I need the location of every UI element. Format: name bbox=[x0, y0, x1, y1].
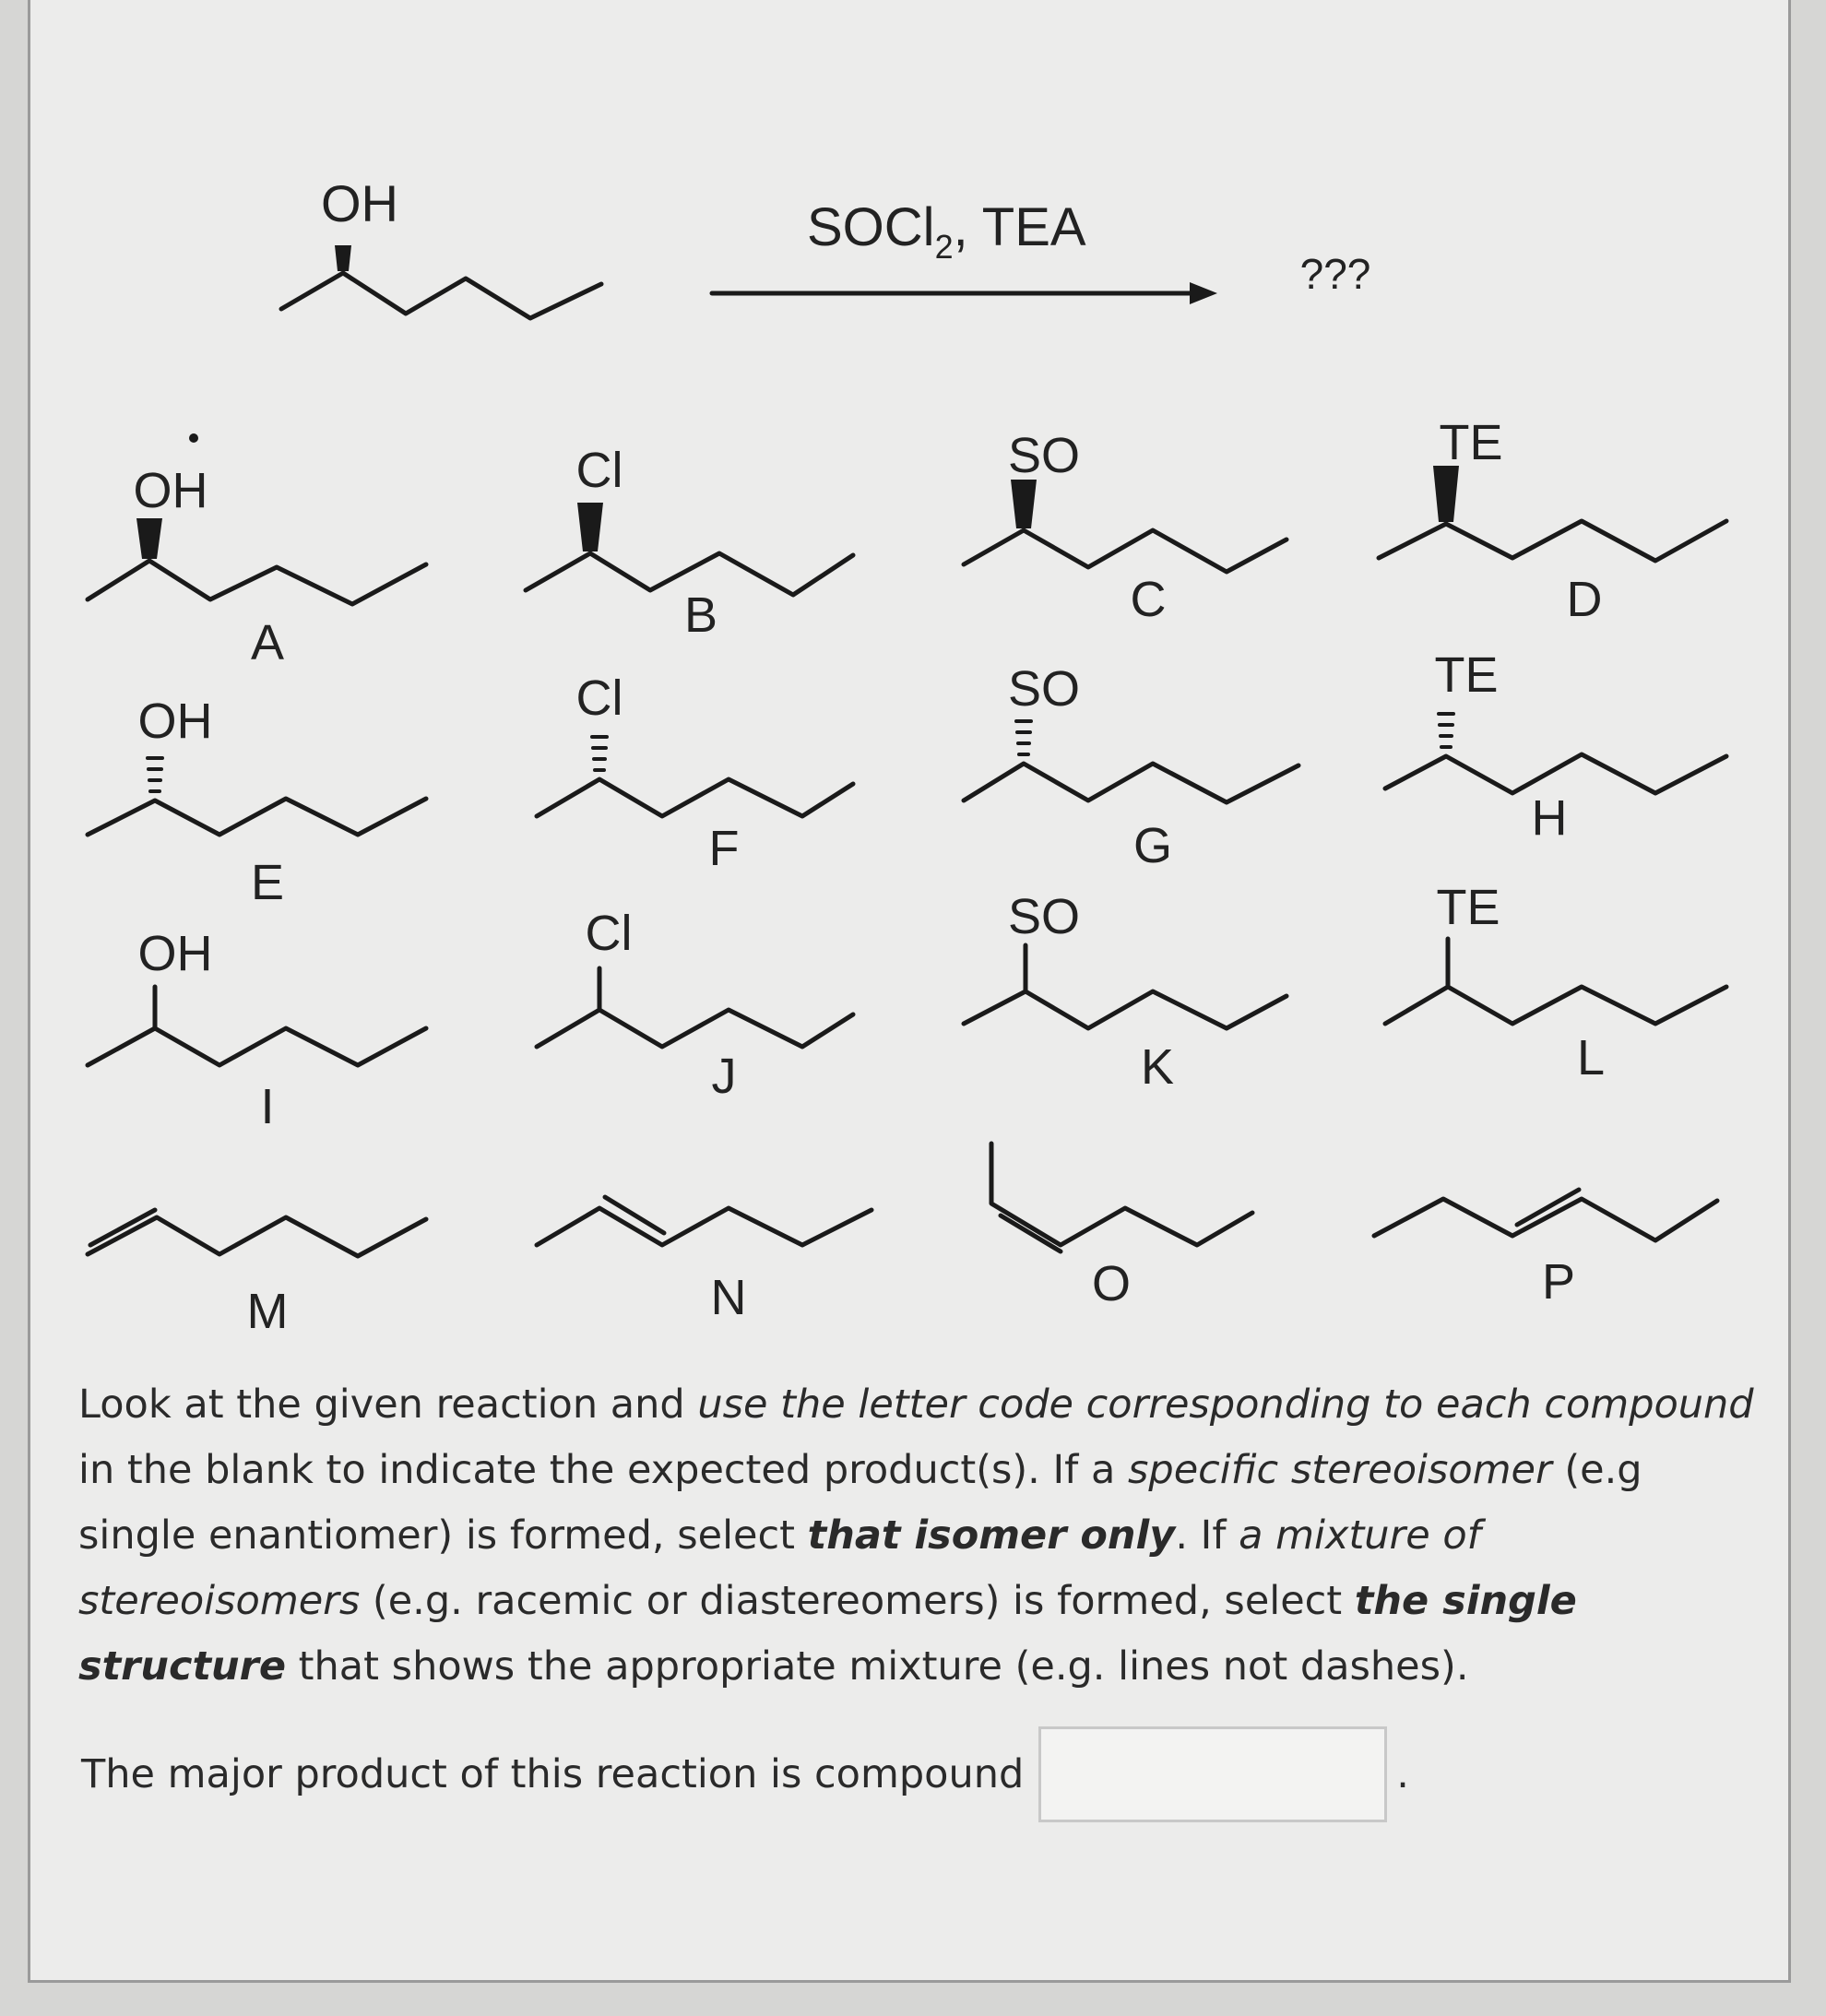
svg-text:F: F bbox=[708, 821, 740, 876]
svg-text:SO: SO bbox=[1007, 661, 1081, 717]
compound-F bbox=[537, 670, 853, 876]
svg-text:SO: SO bbox=[1007, 428, 1081, 483]
svg-text:E: E bbox=[250, 855, 285, 910]
answer-input[interactable] bbox=[1038, 1726, 1387, 1822]
svg-text:B: B bbox=[683, 587, 718, 643]
compound-H bbox=[1385, 647, 1726, 846]
svg-text:A: A bbox=[250, 615, 285, 670]
compound-J bbox=[537, 906, 853, 1104]
svg-text:OH: OH bbox=[137, 694, 213, 749]
compound-K bbox=[964, 889, 1286, 1095]
svg-text:TE: TE bbox=[1434, 647, 1499, 703]
svg-text:D: D bbox=[1566, 572, 1603, 627]
svg-text:OH: OH bbox=[137, 926, 213, 981]
instructions-text: Look at the given reaction and use the letter code corresponding to each compound in the blank to indicate the expected product(s). If a specific stereoisomer (e.g single enantiomer) is formed, select that isomer only. If a mixture of stereoisomers (e.g. racemic or diastereomers) is formed, select the single structure that shows the appropriate mixture (e.g. lines not dashes). bbox=[78, 1382, 1754, 1690]
svg-text:O: O bbox=[1091, 1256, 1132, 1311]
svg-text:TE: TE bbox=[1436, 880, 1500, 935]
compound-L bbox=[1385, 880, 1726, 1085]
svg-text:G: G bbox=[1132, 818, 1173, 873]
answer-suffix: . bbox=[1396, 1751, 1409, 1797]
compound-B bbox=[526, 443, 853, 643]
compound-D bbox=[1379, 415, 1726, 627]
svg-text:Cl: Cl bbox=[575, 670, 623, 726]
reactant-structure bbox=[281, 174, 601, 318]
compound-A bbox=[88, 433, 426, 670]
svg-text:SO: SO bbox=[1007, 889, 1081, 944]
svg-text:TE: TE bbox=[1439, 415, 1503, 470]
svg-text:I: I bbox=[260, 1079, 275, 1134]
product-placeholder: ??? bbox=[1299, 250, 1371, 298]
svg-text:N: N bbox=[710, 1270, 747, 1325]
answer-row bbox=[81, 1726, 1409, 1822]
svg-text:J: J bbox=[711, 1049, 737, 1104]
svg-text:Cl: Cl bbox=[575, 443, 623, 498]
svg-text:M: M bbox=[246, 1284, 289, 1339]
reactant-oh-label: OH bbox=[321, 174, 398, 232]
svg-text:P: P bbox=[1541, 1254, 1576, 1310]
svg-text:L: L bbox=[1576, 1030, 1606, 1085]
svg-text:C: C bbox=[1130, 572, 1167, 627]
compound-G bbox=[964, 661, 1298, 873]
answer-prompt: The major product of this reaction is compound bbox=[81, 1751, 1025, 1797]
compound-E bbox=[88, 694, 426, 910]
compound-N bbox=[537, 1197, 872, 1325]
compound-I bbox=[88, 926, 426, 1134]
compound-C bbox=[964, 428, 1286, 627]
compound-O bbox=[991, 1144, 1252, 1311]
svg-text:Cl: Cl bbox=[585, 906, 633, 961]
reaction-arrow bbox=[712, 282, 1217, 304]
reagent-label: SOCl$_2$, TEA bbox=[807, 197, 1086, 266]
svg-text:H: H bbox=[1531, 790, 1568, 846]
svg-text:OH: OH bbox=[133, 463, 208, 518]
svg-text:K: K bbox=[1140, 1039, 1175, 1095]
compound-P bbox=[1374, 1190, 1717, 1310]
compound-M bbox=[88, 1210, 426, 1339]
